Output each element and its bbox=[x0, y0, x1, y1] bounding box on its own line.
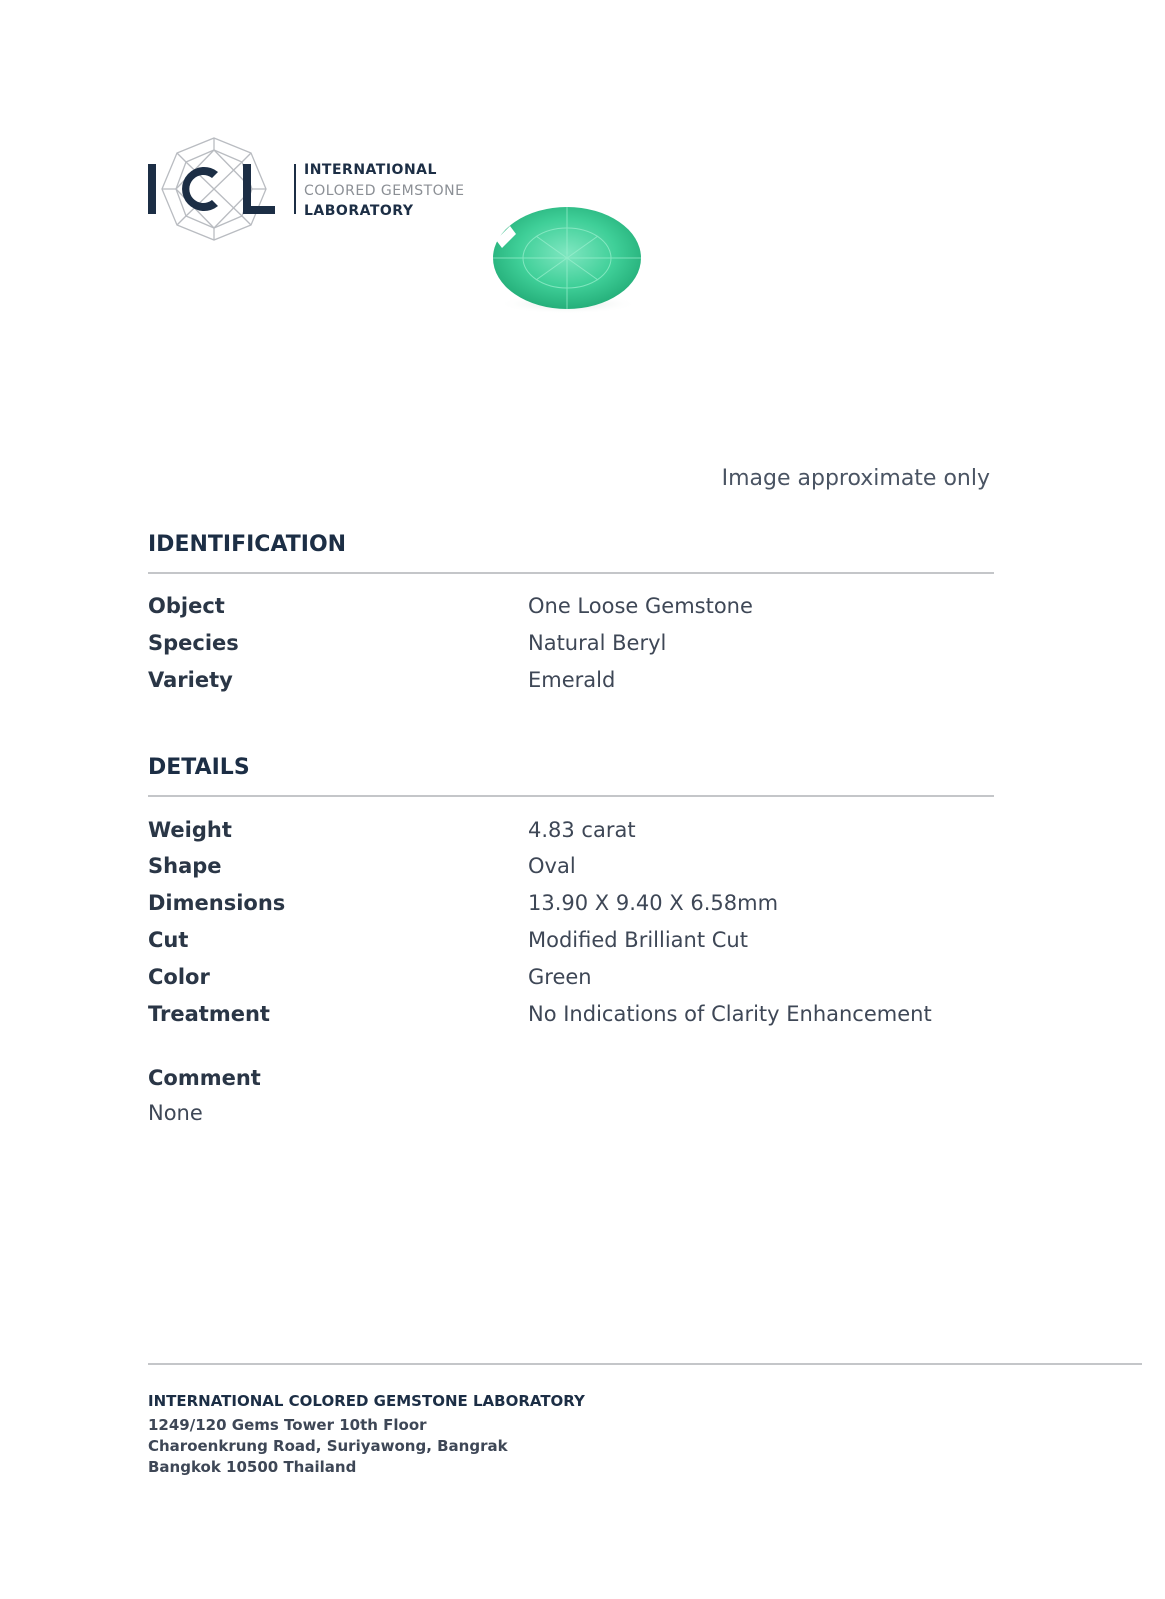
details-row-dimensions bbox=[148, 891, 994, 921]
row-value: Emerald bbox=[528, 668, 616, 692]
row-value: Green bbox=[528, 965, 592, 989]
comment-label: Comment bbox=[148, 1066, 261, 1090]
diamond-wireframe-icon bbox=[148, 136, 280, 242]
footer-address-line-2: Charoenkrung Road, Suriyawong, Bangrak bbox=[148, 1437, 508, 1455]
row-value: Oval bbox=[528, 854, 576, 878]
identification-title: IDENTIFICATION bbox=[148, 532, 347, 557]
logo-text bbox=[304, 160, 464, 222]
details-row-color bbox=[148, 965, 994, 995]
footer-rule bbox=[148, 1363, 1142, 1365]
identification-row-species bbox=[148, 631, 994, 661]
lab-logo bbox=[148, 136, 488, 242]
logo-line-2: COLORED GEMSTONE bbox=[304, 182, 465, 199]
details-row-shape bbox=[148, 854, 994, 884]
details-row-treatment bbox=[148, 1002, 994, 1032]
footer-address-block bbox=[148, 1391, 585, 1478]
identification-row-variety bbox=[148, 668, 994, 698]
logo-divider bbox=[294, 164, 296, 214]
row-value: Modified Brilliant Cut bbox=[528, 928, 748, 952]
row-label: Weight bbox=[148, 818, 232, 842]
details-title: DETAILS bbox=[148, 755, 250, 780]
row-label: Variety bbox=[148, 668, 233, 692]
row-label: Cut bbox=[148, 928, 189, 952]
row-value: One Loose Gemstone bbox=[528, 594, 753, 618]
details-rule bbox=[148, 795, 994, 797]
emerald-gemstone-image bbox=[488, 200, 648, 320]
footer-address-line-3: Bangkok 10500 Thailand bbox=[148, 1458, 357, 1476]
details-row-weight bbox=[148, 818, 994, 848]
row-label: Treatment bbox=[148, 1002, 270, 1026]
footer-address-line-1: 1249/120 Gems Tower 10th Floor bbox=[148, 1416, 427, 1434]
details-row-cut bbox=[148, 928, 994, 958]
logo-line-1: INTERNATIONAL bbox=[304, 162, 437, 178]
row-value: Natural Beryl bbox=[528, 631, 667, 655]
row-value: No Indications of Clarity Enhancement bbox=[528, 1002, 932, 1026]
logo-line-3: LABORATORY bbox=[304, 203, 414, 219]
row-label: Color bbox=[148, 965, 210, 989]
comment-value: None bbox=[148, 1101, 203, 1125]
row-value: 4.83 carat bbox=[528, 818, 636, 842]
footer-lab-name: INTERNATIONAL COLORED GEMSTONE LABORATORY bbox=[148, 1392, 585, 1410]
row-label: Shape bbox=[148, 854, 222, 878]
identification-rule bbox=[148, 572, 994, 574]
row-label: Object bbox=[148, 594, 225, 618]
row-label: Species bbox=[148, 631, 239, 655]
row-value: 13.90 X 9.40 X 6.58mm bbox=[528, 891, 779, 915]
identification-row-object bbox=[148, 594, 994, 624]
row-label: Dimensions bbox=[148, 891, 286, 915]
image-caption: Image approximate only bbox=[721, 466, 990, 491]
